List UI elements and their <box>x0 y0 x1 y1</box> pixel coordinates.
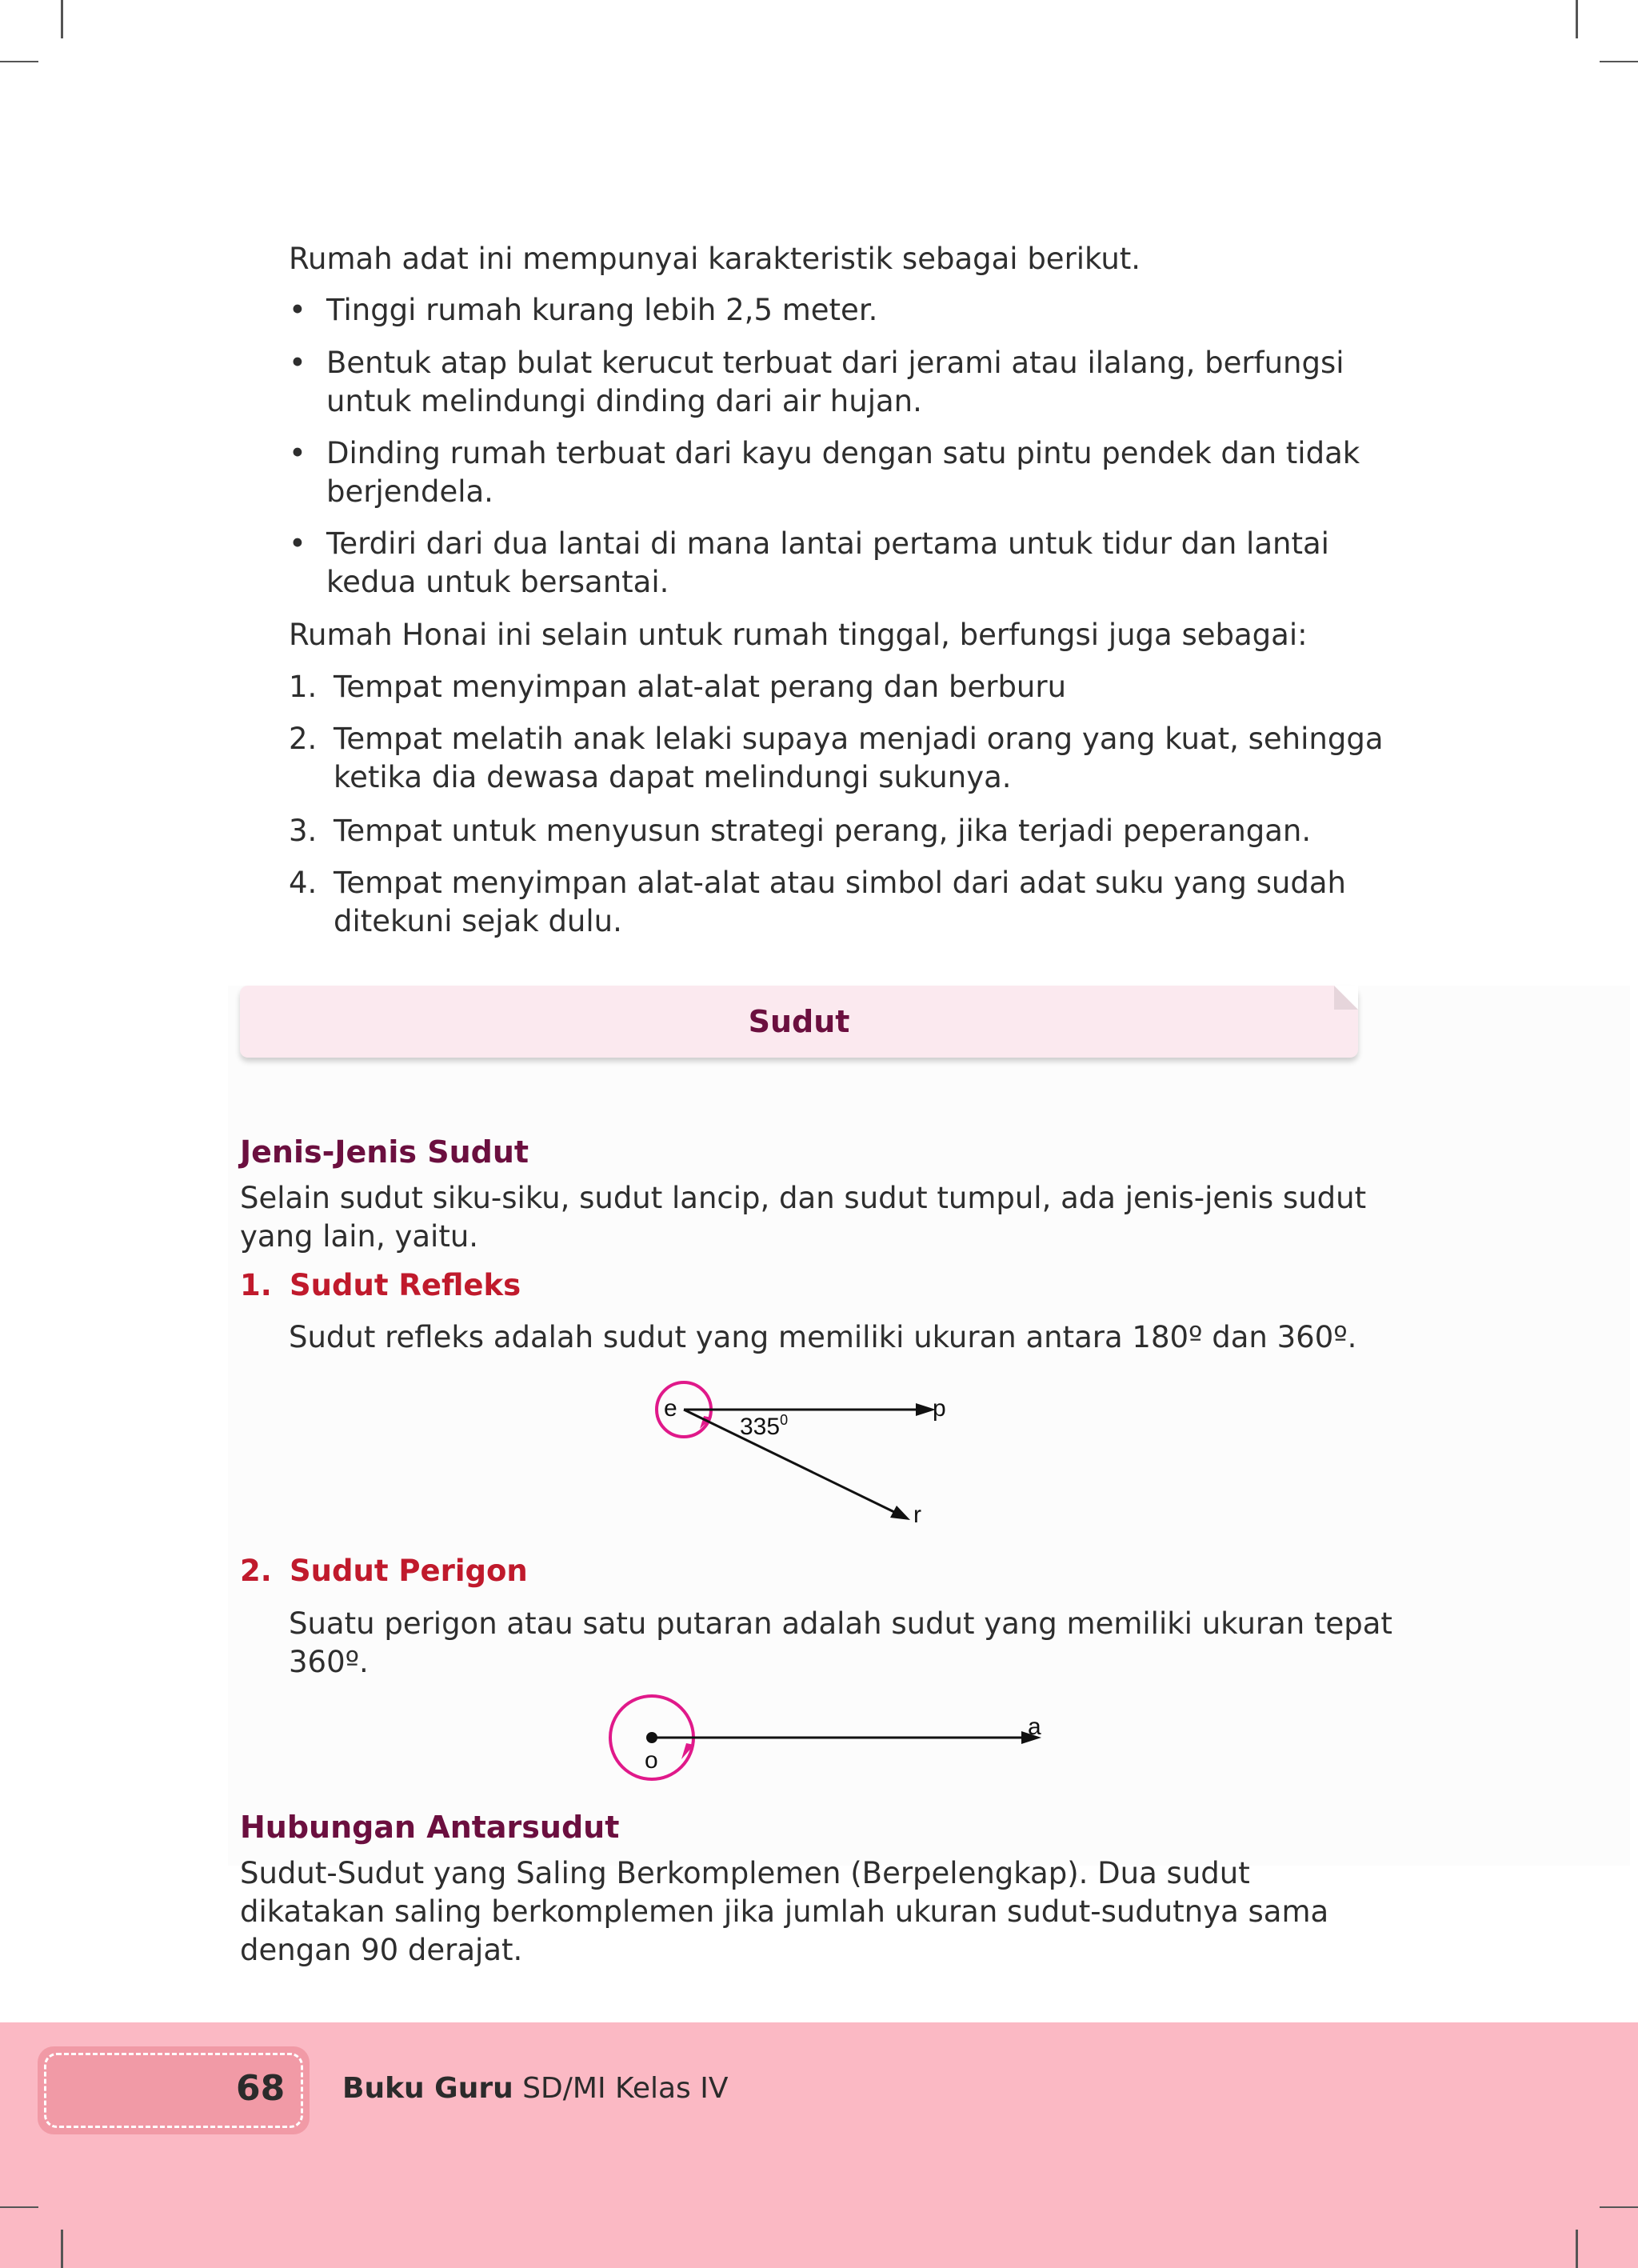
crop-mark <box>61 2230 63 2268</box>
list-item: • Dinding rumah terbuat dari kayu dengan satu pintu pendek dan tidak berjendela. <box>289 436 1360 509</box>
bullet-icon: • <box>289 346 306 380</box>
bullet-icon: • <box>289 526 306 561</box>
list-item: 4. Tempat menyimpan alat-alat atau simbol dari adat suku yang sudah ditekuni sejak dulu. <box>289 866 1346 938</box>
ray-r-label: r <box>913 1502 921 1528</box>
ray-er <box>684 1410 894 1512</box>
section-title: Sudut <box>748 1004 850 1039</box>
crop-mark <box>0 2206 38 2208</box>
crop-mark <box>61 0 63 38</box>
intro-text: Rumah adat ini mempunyai karakteristik sebagai berikut. <box>289 242 1141 276</box>
refleks-text: Sudut refleks adalah sudut yang memiliki ukuran antara 180º dan 360º. <box>289 1320 1357 1354</box>
list-item: 1. Tempat menyimpan alat-alat perang dan berburu <box>289 670 1067 704</box>
hubungan-heading: Hubungan Antarsudut <box>240 1810 620 1845</box>
jenis-heading: Jenis-Jenis Sudut <box>240 1134 529 1170</box>
bullet-icon: • <box>289 436 306 470</box>
crop-mark <box>0 61 38 62</box>
list-item: 2. Tempat melatih anak lelaki supaya menjadi orang yang kuat, sehingga ketika dia dewasa dapat melindungi sukunya. <box>289 722 1384 794</box>
perigon-title: Sudut Perigon <box>290 1554 528 1588</box>
vertex-o-label: o <box>645 1747 658 1774</box>
crop-mark <box>1600 61 1638 62</box>
perigon-diagram <box>592 1684 1056 1796</box>
crop-mark <box>1600 2206 1638 2208</box>
refleks-number: 1. <box>240 1268 272 1302</box>
reflex-angle-diagram <box>640 1376 976 1536</box>
crop-mark <box>1576 2230 1578 2268</box>
bullet-icon: • <box>289 293 306 327</box>
perigon-number: 2. <box>240 1554 272 1588</box>
refleks-title: Sudut Refleks <box>290 1268 521 1302</box>
list-item: • Terdiri dari dua lantai di mana lantai pertama untuk tidur dan lantai kedua untuk bersantai. <box>289 526 1329 599</box>
ray-er-arrowhead <box>890 1506 910 1520</box>
list-item: • Bentuk atap bulat kerucut terbuat dari jerami atau ilalang, berfungsi untuk melindungi dinding dari air hujan. <box>289 346 1344 418</box>
angle-label: $335^0$ <box>740 1412 789 1440</box>
functions-intro: Rumah Honai ini selain untuk rumah tinggal, berfungsi juga sebagai: <box>289 618 1308 652</box>
ray-p-label: p <box>933 1395 946 1422</box>
book-title: Buku Guru SD/MI Kelas IV <box>342 2072 729 2105</box>
list-item: 3. Tempat untuk menyusun strategi perang, jika terjadi peperangan. <box>289 814 1312 848</box>
vertex-e-label: e <box>664 1395 677 1422</box>
page-number: 68 <box>236 2068 286 2109</box>
ray-a-label: a <box>1028 1714 1041 1740</box>
perigon-text: Suatu perigon atau satu putaran adalah sudut yang memiliki ukuran tepat 360º. <box>289 1606 1392 1679</box>
list-item: • Tinggi rumah kurang lebih 2,5 meter. <box>289 291 1392 330</box>
crop-mark <box>1576 0 1578 38</box>
section-banner <box>240 986 1358 1058</box>
hubungan-text: Sudut-Sudut yang Saling Berkomplemen (Berpelengkap). Dua sudut dikatakan saling berkomplemen jika jumlah ukuran sudut-sudutnya sama dengan 90 derajat. <box>240 1856 1329 1967</box>
jenis-intro: Selain sudut siku-siku, sudut lancip, dan sudut tumpul, ada jenis-jenis sudut yang lain, yaitu. <box>240 1181 1367 1254</box>
